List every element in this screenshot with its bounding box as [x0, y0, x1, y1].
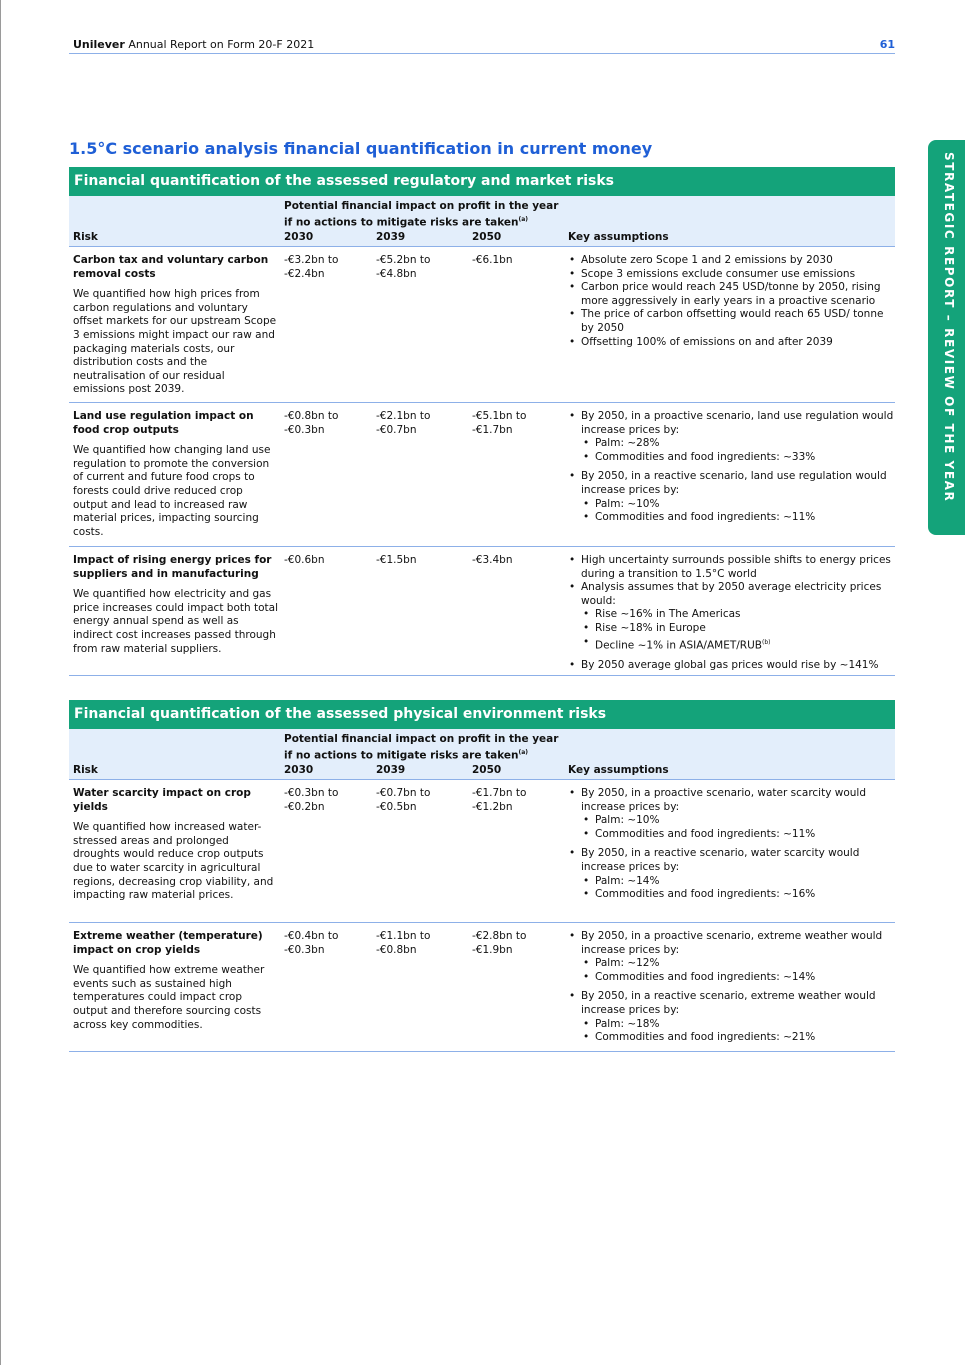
assumption-bullet — [568, 930, 894, 984]
table-row — [69, 547, 895, 676]
impact-2050 — [472, 554, 513, 568]
page-number: 61 — [879, 38, 895, 51]
risk-cell — [73, 930, 278, 1032]
value-line: -€0.3bn — [284, 943, 325, 956]
impact-2030 — [284, 930, 338, 957]
risk-description: We quantified how increased water-stressed areas and prolonged droughts would reduce crop outputs due to water scarcity in agricultural regions, decreasing crop viability, and impacting raw material prices. — [73, 821, 274, 902]
risk-title: Carbon tax and voluntary carbon removal costs — [73, 254, 269, 280]
value-line: -€0.5bn — [376, 800, 417, 813]
risk-cell — [73, 410, 278, 539]
table-row — [69, 403, 895, 547]
page-title: 1.5°C scenario analysis financial quantification in current money — [69, 139, 653, 158]
assumption-sub-bullet: • Palm: ~14% — [581, 875, 894, 889]
assumptions-cell — [568, 787, 894, 902]
column-headers — [69, 196, 895, 247]
year-2030-header: 2030 — [284, 231, 314, 243]
impact-header — [284, 733, 558, 763]
risk-description: We quantified how high prices from carbon regulations and voluntary offset markets for our upstream Scope 3 emissions might impact our raw and packaging materials costs, our distribution costs and the neutralisation of our residual emissions post 2039. — [73, 288, 277, 396]
assumption-text: By 2050, in a reactive scenario, land use regulation would increase prices by: — [581, 470, 887, 496]
value-line: -€1.9bn — [472, 943, 513, 956]
value-line: -€6.1bn — [472, 254, 513, 266]
impact-2030 — [284, 410, 338, 437]
risk-cell — [73, 554, 278, 656]
risk-description: We quantified how extreme weather events such as sustained high temperatures could impact crop output and therefore sourcing costs across key commodities. — [73, 964, 265, 1031]
column-headers — [69, 729, 895, 780]
risk-column-header: Risk — [73, 231, 98, 243]
year-2039-header: 2039 — [376, 231, 406, 243]
side-tab-label: STRATEGIC REPORT – REVIEW OF THE YEAR — [942, 152, 956, 503]
risk-title: Water scarcity impact on crop yields — [73, 787, 251, 813]
section-title: Financial quantification of the assessed regulatory and market risks — [69, 167, 895, 196]
value-line: -€0.3bn — [284, 423, 325, 436]
assumption-bullet: • Offsetting 100% of emissions on and after 2039 — [568, 336, 894, 350]
risk-title: Extreme weather (temperature) impact on crop yields — [73, 930, 263, 956]
impact-header-line2: if no actions to mitigate risks are taken — [284, 749, 519, 762]
impact-2039 — [376, 254, 430, 281]
impact-2030 — [284, 554, 325, 568]
assumptions-column-header: Key assumptions — [568, 764, 669, 776]
assumption-text: By 2050, in a proactive scenario, water scarcity would increase prices by: — [581, 787, 867, 813]
year-2050-header: 2050 — [472, 764, 502, 776]
assumption-bullet: • Absolute zero Scope 1 and 2 emissions by 2030 — [568, 254, 894, 268]
assumption-bullet: • Carbon price would reach 245 USD/tonne by 2050, rising more aggressively in early years in a proactive scenario — [568, 281, 894, 308]
assumption-sub-bullet: • Commodities and food ingredients: ~21% — [581, 1031, 894, 1045]
value-line: -€2.4bn — [284, 267, 325, 280]
table-row — [69, 923, 895, 1052]
assumptions-cell — [568, 254, 894, 349]
assumption-sub-bullet: • Commodities and food ingredients: ~14% — [581, 971, 894, 985]
assumption-text: By 2050, in a proactive scenario, extreme weather would increase prices by: — [581, 930, 883, 956]
physical-environment-risks-table — [69, 700, 895, 1052]
assumption-bullet — [568, 470, 894, 524]
risk-description: We quantified how changing land use regulation to promote the conversion of current and future food crops to forests could drive reduced crop output and lead to increased raw material prices, impacting sourcing costs. — [73, 444, 271, 538]
value-line: -€1.5bn — [376, 554, 417, 566]
year-2039-header: 2039 — [376, 764, 406, 776]
value-line: -€5.1bn to — [472, 410, 527, 422]
value-line: -€4.8bn — [376, 267, 417, 280]
assumption-sub-bullet: • Palm: ~18% — [581, 1018, 894, 1032]
assumption-bullet: • The price of carbon offsetting would reach 65 USD/ tonne by 2050 — [568, 308, 894, 335]
assumption-text: By 2050, in a reactive scenario, extreme weather would increase prices by: — [581, 990, 876, 1016]
value-line: -€0.4bn to — [284, 930, 339, 942]
assumption-bullet — [568, 847, 894, 901]
footnote-marker: (a) — [518, 216, 529, 223]
assumption-sub-bullet: • Commodities and food ingredients: ~11% — [581, 828, 894, 842]
risk-cell — [73, 254, 278, 397]
footnote-marker: (a) — [518, 749, 529, 756]
assumption-bullet — [568, 787, 894, 841]
table-row — [69, 247, 895, 403]
assumption-text: Analysis assumes that by 2050 average electricity prices would: — [581, 581, 882, 607]
value-line: -€0.8bn to — [284, 410, 339, 422]
section-title: Financial quantification of the assessed physical environment risks — [69, 700, 895, 729]
header-brand: Unilever — [73, 38, 125, 51]
year-2050-header: 2050 — [472, 231, 502, 243]
risk-title: Land use regulation impact on food crop outputs — [73, 410, 254, 436]
assumption-bullet: • Scope 3 emissions exclude consumer use emissions — [568, 268, 894, 282]
impact-2050 — [472, 930, 526, 957]
value-line: -€1.2bn — [472, 800, 513, 813]
risk-cell — [73, 787, 278, 903]
assumption-sub-bullet: • Commodities and food ingredients: ~11% — [581, 511, 894, 525]
value-line: -€0.2bn — [284, 800, 325, 813]
impact-header — [284, 200, 558, 230]
impact-header-line1: Potential financial impact on profit in the year — [284, 733, 559, 745]
assumption-bullet — [568, 410, 894, 464]
value-line: -€0.3bn to — [284, 787, 339, 799]
assumptions-column-header: Key assumptions — [568, 231, 669, 243]
assumption-sub-bullet: • Palm: ~28% — [581, 437, 894, 451]
assumption-sub-bullet: • Palm: ~10% — [581, 814, 894, 828]
impact-2050 — [472, 254, 513, 268]
impact-2039 — [376, 787, 430, 814]
assumptions-cell — [568, 410, 894, 525]
value-line: -€1.1bn to — [376, 930, 431, 942]
running-header — [73, 38, 895, 54]
value-line: -€0.6bn — [284, 554, 325, 566]
assumption-sub-bullet: • Rise ~16% in The Americas — [581, 608, 894, 622]
regulatory-market-risks-table — [69, 167, 895, 676]
value-line: -€3.4bn — [472, 554, 513, 566]
assumption-sub-bullet: • Commodities and food ingredients: ~16% — [581, 888, 894, 902]
assumption-sub-bullet: • Commodities and food ingredients: ~33% — [581, 451, 894, 465]
value-line: -€2.8bn to — [472, 930, 527, 942]
assumption-bullet: • High uncertainty surrounds possible shifts to energy prices during a transition to 1.5°C world — [568, 554, 894, 581]
value-line: -€0.8bn — [376, 943, 417, 956]
impact-2050 — [472, 787, 526, 814]
page-edge-line — [0, 0, 1, 1365]
assumption-bullet — [568, 990, 894, 1044]
assumption-sub-bullet: • Rise ~18% in Europe — [581, 622, 894, 636]
risk-title: Impact of rising energy prices for suppliers and in manufacturing — [73, 554, 272, 580]
table-row — [69, 780, 895, 923]
value-line: -€5.2bn to — [376, 254, 431, 266]
assumptions-cell — [568, 554, 894, 672]
impact-2050 — [472, 410, 526, 437]
assumption-text: Decline ~1% in ASIA/AMET/RUB — [595, 639, 762, 652]
risk-column-header: Risk — [73, 764, 98, 776]
impact-2039 — [376, 554, 417, 568]
assumption-text: By 2050, in a reactive scenario, water scarcity would increase prices by: — [581, 847, 860, 873]
assumption-text: By 2050, in a proactive scenario, land use regulation would increase prices by: — [581, 410, 894, 436]
assumptions-cell — [568, 930, 894, 1045]
impact-2030 — [284, 254, 338, 281]
value-line: -€3.2bn to — [284, 254, 339, 266]
footnote-marker: (b) — [762, 638, 771, 646]
value-line: -€1.7bn to — [472, 787, 527, 799]
year-2030-header: 2030 — [284, 764, 314, 776]
impact-2039 — [376, 930, 430, 957]
assumption-bullet — [568, 581, 894, 652]
value-line: -€0.7bn — [376, 423, 417, 436]
assumption-sub-bullet: • Palm: ~10% — [581, 498, 894, 512]
impact-header-line1: Potential financial impact on profit in the year — [284, 200, 559, 212]
impact-2030 — [284, 787, 338, 814]
header-divider — [69, 53, 895, 54]
value-line: -€2.1bn to — [376, 410, 431, 422]
impact-header-line2: if no actions to mitigate risks are taken — [284, 216, 519, 229]
impact-2039 — [376, 410, 430, 437]
risk-description: We quantified how electricity and gas price increases could impact both total energy annual spend as well as indirect cost increases passed through from raw material suppliers. — [73, 588, 278, 655]
value-line: -€0.7bn to — [376, 787, 431, 799]
assumption-bullet: • By 2050 average global gas prices would rise by ~141% — [568, 659, 894, 673]
assumption-sub-bullet — [581, 636, 894, 653]
section-side-tab — [928, 140, 965, 535]
assumption-sub-bullet: • Palm: ~12% — [581, 957, 894, 971]
value-line: -€1.7bn — [472, 423, 513, 436]
header-document-title: Annual Report on Form 20-F 2021 — [124, 38, 315, 51]
